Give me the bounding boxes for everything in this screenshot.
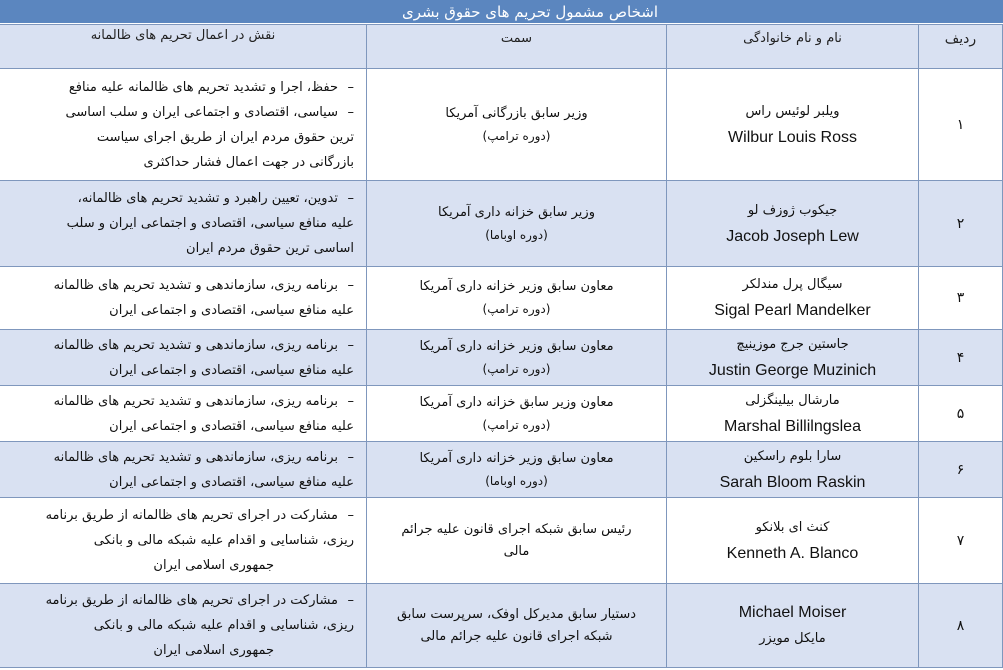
table-row: [0, 267, 1003, 330]
role-text: بازرگانی در جهت اعمال فشار حداکثری: [143, 154, 354, 170]
row-role: [0, 69, 367, 181]
role-text: ریزی، شناسایی و اقدام علیه شبکه مالی و بانکی: [93, 533, 354, 548]
header-num: ردیف: [919, 25, 1003, 69]
position-text: معاون سابق وزیر خزانه داری آمریکا: [419, 450, 614, 466]
role-bullet: [6, 503, 354, 528]
table-row: [0, 584, 1003, 668]
row-name: [667, 267, 919, 330]
role-text: برنامه ریزی، سازماندهی و تشدید تحریم های ظالمانه: [53, 449, 338, 465]
position-period: (دوره ترامپ): [482, 417, 551, 432]
row-num: ۳: [919, 267, 1003, 330]
position-text: معاون سابق وزیر خزانه داری آمریکا: [419, 338, 614, 354]
row-role: [0, 181, 367, 267]
role-text: سیاسی، اقتصادی و اجتماعی ایران و سلب اساسی: [65, 104, 338, 120]
row-name: [667, 442, 919, 498]
row-position: [367, 386, 667, 442]
position-text: معاون وزیر سابق خزانه داری آمریکا: [419, 394, 614, 410]
dash-bullet: –: [347, 104, 354, 120]
header-position: سمت: [367, 25, 667, 69]
name-en: Kenneth A. Blanco: [726, 544, 859, 562]
row-name: [667, 386, 919, 442]
dash-bullet: –: [347, 278, 354, 293]
name-en: Sarah Bloom Raskin: [719, 473, 866, 491]
row-position: [367, 330, 667, 386]
role-text: علیه منافع سیاسی، اقتصادی و اجتماعی ایران و سلب: [66, 216, 354, 231]
header-row: [0, 25, 1003, 69]
role-text: علیه منافع سیاسی، اقتصادی و اجتماعی ایران: [109, 303, 354, 318]
row-role: [0, 584, 367, 668]
header-name: نام و نام خانوادگی: [667, 25, 919, 69]
position-text: دستیار سابق مدیرکل اوفک، سرپرست سابق: [396, 606, 637, 622]
row-name: [667, 69, 919, 181]
name-en: Marshal Billilngslea: [724, 417, 861, 435]
name-en: Jacob Joseph Lew: [726, 227, 859, 245]
role-bullet: [6, 273, 354, 298]
position-text-cont: شبکه اجرای قانون علیه جرائم مالی: [420, 628, 613, 644]
name-fa: ویلبر لوئیس راس: [745, 103, 840, 119]
position-period: (دوره ترامپ): [482, 128, 551, 143]
position-text: وزیر سابق خزانه داری آمریکا: [438, 204, 595, 220]
name-fa: کنث ای بلانکو: [755, 519, 830, 535]
row-role: [0, 498, 367, 584]
role-bullet: [6, 445, 354, 470]
table-row: [0, 69, 1003, 181]
role-text: اساسی ترین حقوق مردم ایران: [186, 241, 354, 256]
position-text: معاون سابق وزیر خزانه داری آمریکا: [419, 279, 614, 294]
row-position: [367, 442, 667, 498]
role-bullet: [6, 588, 354, 613]
role-text: ریزی، شناسایی و اقدام علیه شبکه مالی و بانکی: [93, 618, 354, 633]
name-fa: مایکل مویزر: [759, 630, 826, 646]
role-bullet: [6, 100, 354, 125]
name-en: Justin George Muzinich: [708, 361, 877, 379]
role-bullet: [6, 75, 354, 100]
role-bullet: [6, 333, 354, 358]
row-role: [0, 386, 367, 442]
name-fa: سیگال پرل مندلکر: [742, 277, 843, 292]
row-num: ۸: [919, 584, 1003, 668]
role-text: علیه منافع سیاسی، اقتصادی و اجتماعی ایران: [109, 474, 354, 490]
role-text: علیه منافع سیاسی، اقتصادی و اجتماعی ایران: [109, 362, 354, 378]
dash-bullet: –: [347, 508, 354, 523]
name-fa: جیکوب ژوزف لو: [747, 202, 838, 218]
dash-bullet: –: [347, 337, 354, 353]
position-period: (دوره ترامپ): [482, 361, 551, 376]
table-row: [0, 386, 1003, 442]
dash-bullet: –: [347, 191, 354, 206]
position-period: (دوره اوباما): [485, 473, 548, 488]
role-text: مشارکت در اجرای تحریم های ظالمانه از طریق برنامه: [45, 593, 338, 608]
name-fa: جاستین جرج موزینیچ: [736, 336, 849, 352]
row-name: [667, 330, 919, 386]
row-name: [667, 498, 919, 584]
role-text: جمهوری اسلامی ایران: [153, 558, 274, 573]
role-bullet: [6, 389, 354, 414]
name-fa: سارا بلوم راسکین: [743, 448, 842, 464]
role-text: برنامه ریزی، سازماندهی و تشدید تحریم های ظالمانه: [53, 393, 338, 409]
row-position: [367, 584, 667, 668]
row-position: [367, 181, 667, 267]
table-row: [0, 330, 1003, 386]
name-fa: مارشال بیلینگزلی: [745, 392, 840, 408]
dash-bullet: –: [347, 393, 354, 409]
role-text: برنامه ریزی، سازماندهی و تشدید تحریم های ظالمانه: [53, 337, 338, 353]
position-text: وزیر سابق بازرگانی آمریکا: [445, 105, 588, 121]
role-text: حفظ، اجرا و تشدید تحریم های ظالمانه علیه منافع: [68, 79, 338, 95]
position-text: رئیس سابق شبکه اجرای قانون علیه جرائم: [401, 521, 632, 537]
position-text-cont: مالی: [503, 543, 530, 559]
sanctions-table: [0, 24, 1003, 668]
table-row: [0, 181, 1003, 267]
table-row: [0, 498, 1003, 584]
dash-bullet: –: [347, 79, 354, 95]
row-num: ۵: [919, 386, 1003, 442]
role-text: مشارکت در اجرای تحریم های ظالمانه از طریق برنامه: [45, 508, 338, 523]
role-text: تدوین، تعیین راهبرد و تشدید تحریم های ظالمانه،: [77, 191, 338, 206]
row-role: [0, 330, 367, 386]
role-text: برنامه ریزی، سازماندهی و تشدید تحریم های ظالمانه: [53, 278, 338, 293]
row-name: [667, 584, 919, 668]
role-text: علیه منافع سیاسی، اقتصادی و اجتماعی ایران: [109, 418, 354, 434]
role-text: جمهوری اسلامی ایران: [153, 643, 274, 658]
position-period: (دوره اوباما): [485, 227, 548, 242]
table-title: اشخاص مشمول تحریم های حقوق بشری: [0, 0, 1003, 24]
name-en: Wilbur Louis Ross: [728, 128, 857, 146]
dash-bullet: –: [347, 449, 354, 465]
row-role: [0, 442, 367, 498]
row-num: ۱: [919, 69, 1003, 181]
row-num: ۴: [919, 330, 1003, 386]
row-num: ۷: [919, 498, 1003, 584]
row-num: ۶: [919, 442, 1003, 498]
row-num: ۲: [919, 181, 1003, 267]
role-bullet: [6, 186, 354, 211]
position-period: (دوره ترامپ): [482, 302, 551, 316]
row-name: [667, 181, 919, 267]
dash-bullet: –: [347, 593, 354, 608]
name-en: Michael Moiser: [738, 603, 847, 621]
row-position: [367, 498, 667, 584]
role-text: ترین حقوق مردم ایران از طریق اجرای سیاست: [96, 129, 354, 145]
table-row: [0, 442, 1003, 498]
row-role: [0, 267, 367, 330]
row-position: [367, 69, 667, 181]
header-role: نقش در اعمال تحریم های ظالمانه: [0, 25, 367, 69]
name-en: Sigal Pearl Mandelker: [714, 302, 871, 319]
row-position: [367, 267, 667, 330]
